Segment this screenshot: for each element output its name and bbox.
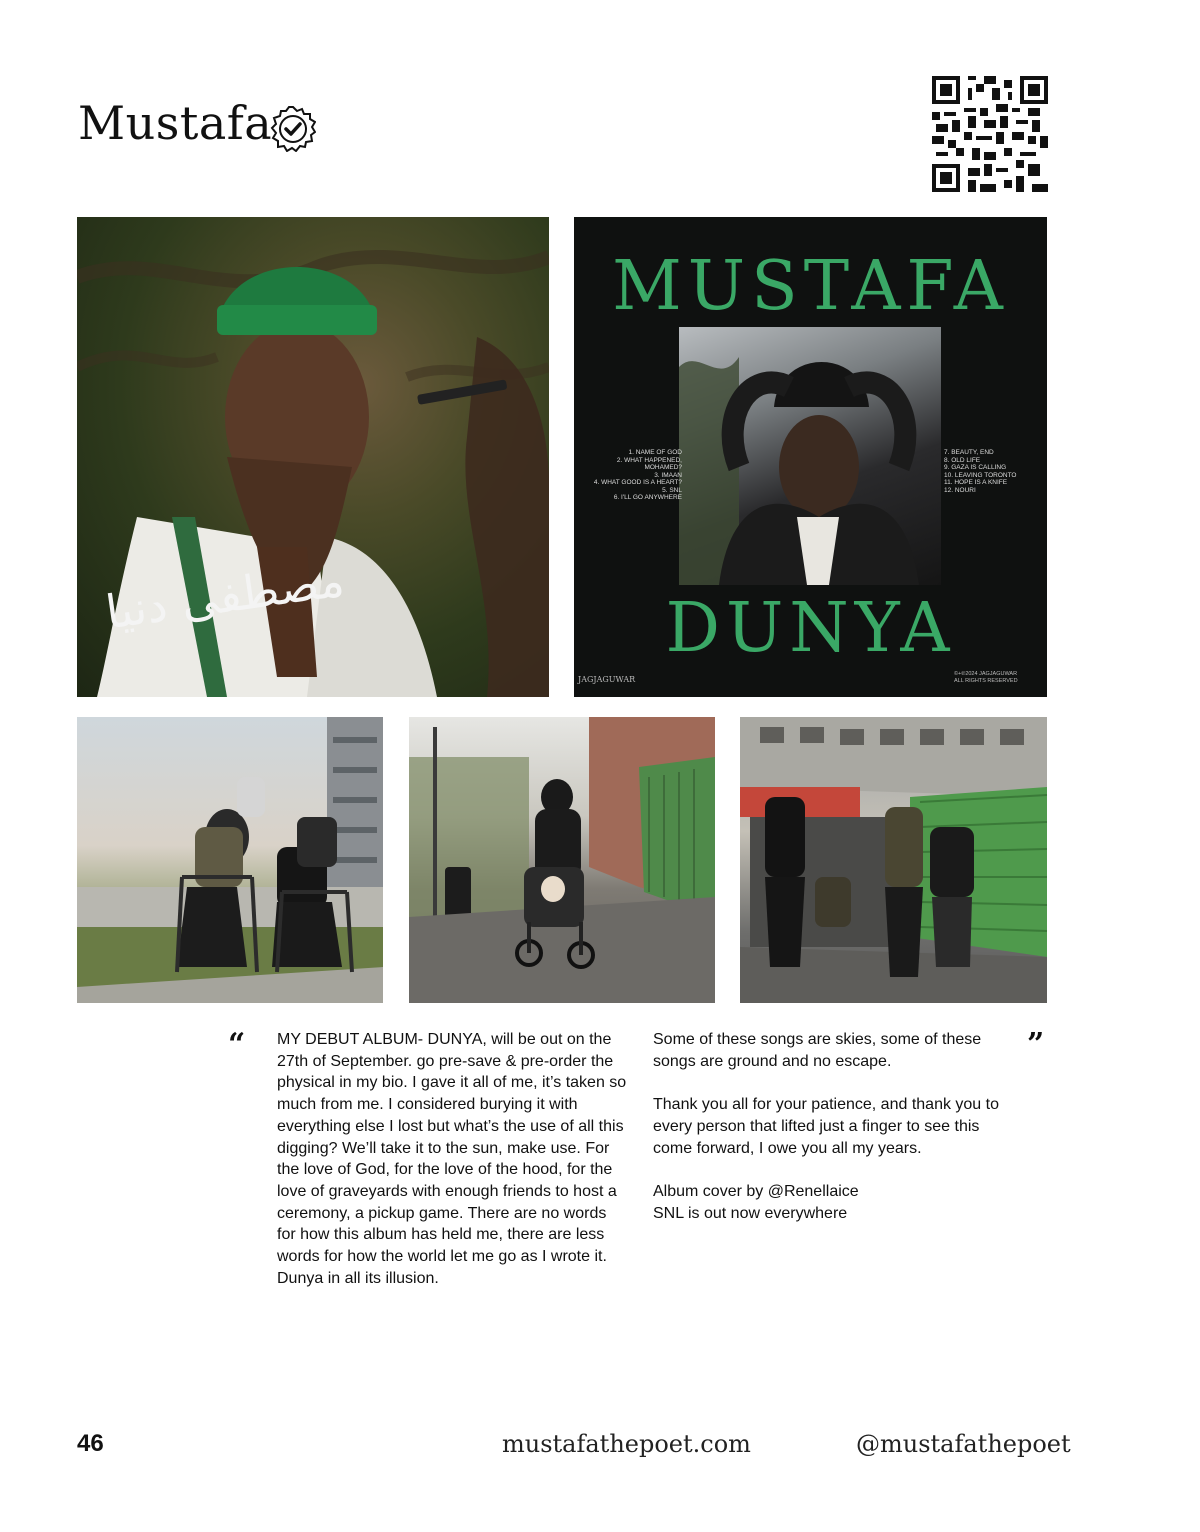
track-item: 9. GAZA IS CALLING <box>944 464 1007 471</box>
track-item: 6. I'LL GO ANYWHERE <box>613 494 682 501</box>
tracklist-right <box>944 449 1034 494</box>
cover-photo <box>679 327 941 585</box>
verified-badge-icon <box>270 106 316 152</box>
cover-rights-text <box>954 671 1018 685</box>
track-item: 11. HOPE IS A KNIFE <box>944 479 1008 486</box>
social-handle-link[interactable]: @mustafathepoet <box>856 1430 1071 1458</box>
track-item: 4. WHAT GOOD IS A HEART? <box>593 479 682 486</box>
walkers-field-photo <box>77 717 383 1003</box>
cover-artist-name: MUSTAFA <box>612 247 1009 326</box>
arabic-calligraphy: مصطفى دنيا <box>102 552 348 640</box>
quote-paragraph: Some of these songs are skies, some of these songs are ground and no escape. <box>653 1031 982 1070</box>
rights-line: ©+℗2024 JAGJAGUWAR <box>954 671 1018 677</box>
artist-name-heading: Mustafa <box>78 96 273 150</box>
record-label-logo: JAGJAGUWAR <box>578 675 636 684</box>
album-cover <box>574 217 1047 697</box>
track-item: 10. LEAVING TORONTO <box>944 471 1017 479</box>
quote-column-right <box>653 1029 1008 1224</box>
portrait-photo <box>77 217 549 697</box>
track-item: 3. IMAAN <box>654 471 682 479</box>
track-item: 5. SNL <box>662 486 682 494</box>
qr-code-icon[interactable] <box>932 76 1048 192</box>
quote-column-left <box>277 1029 627 1311</box>
website-link[interactable]: mustafathepoet.com <box>502 1430 751 1458</box>
track-item: 1. NAME OF GOD <box>628 449 682 456</box>
track-item: 2. WHAT HAPPENED, MOHAMED? <box>616 456 682 471</box>
album-cover-credit: Album cover by @Renellaice <box>653 1182 859 1200</box>
cover-album-title: DUNYA <box>665 589 956 668</box>
open-quote-mark: “ <box>228 1027 246 1062</box>
quote-paragraph: Thank you all for your patience, and thank you to every person that lifted just a finger to see this come forward, I owe you all my years. <box>653 1096 999 1157</box>
quote-paragraph: MY DEBUT ALBUM- DUNYA, will be out on the 27th of September. go pre-save & pre-order the physical in my bio. I gave it all of me, it’s taken so much from me. I considered burying it with everything else I lost but what’s the use of all this digging? We’ll take it to the sun, make use. For the love of God, for the love of the hood, for the love of graveyards with enough friends to host a ceremony, a pickup game. There are no words for how this album has held me, there are less words for how the world let me go as I wrote it. Dunya in all its illusion. <box>277 1031 627 1287</box>
track-item: 8. OLD LIFE <box>944 456 981 464</box>
track-item: 12. NOURI <box>944 486 976 494</box>
track-item: 7. BEAUTY, END <box>944 449 994 456</box>
stroller-street-photo <box>409 717 715 1003</box>
tracklist-left <box>580 449 682 502</box>
group-street-photo <box>740 717 1047 1003</box>
rights-line: ALL RIGHTS RESERVED <box>954 678 1018 684</box>
page-number: 46 <box>77 1430 104 1457</box>
release-note: SNL is out now everywhere <box>653 1204 848 1222</box>
close-quote-mark: ” <box>1027 1027 1045 1062</box>
